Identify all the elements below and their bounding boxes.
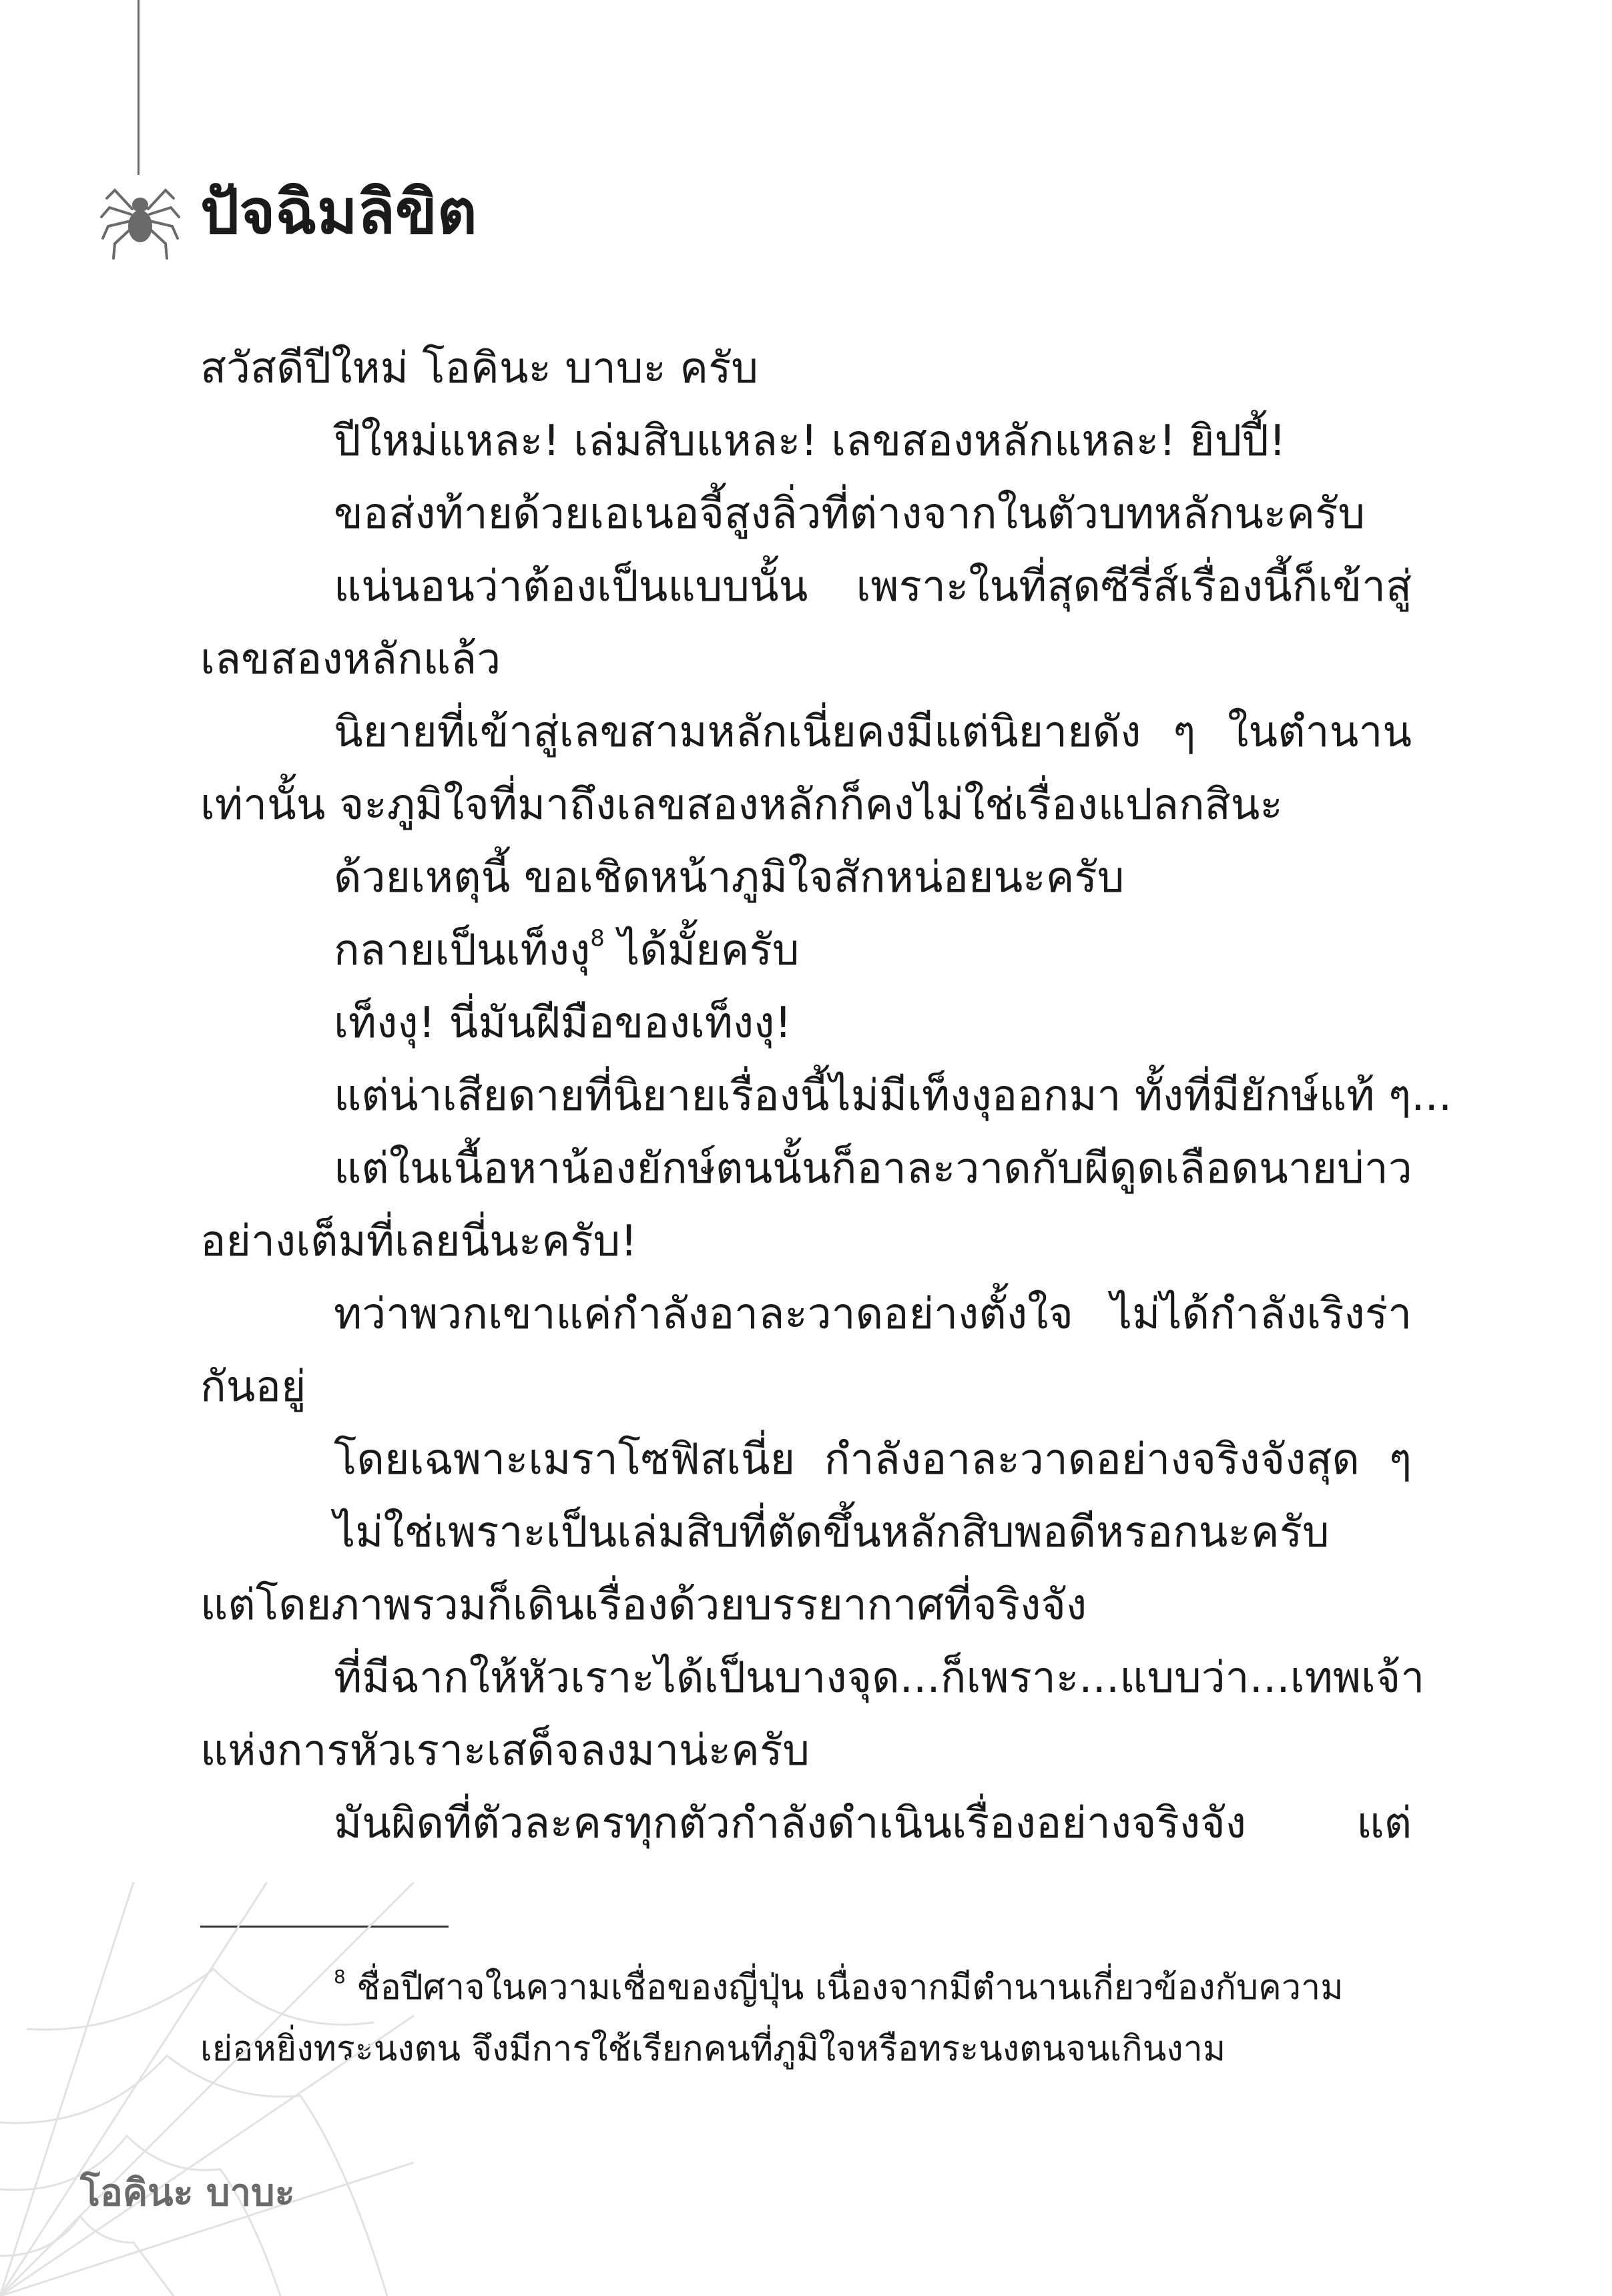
footnote-text: ชื่อปีศาจในความเชื่อของญี่ปุ่น เนื่องจากมีตำนานเกี่ยวข้องกับความ [345,1968,1344,2008]
footnote-text: เย่อหยิ่งทระนงตน จึงมีการใช้เรียกคนที่ภูมิใจหรือทระนงตนจนเกินงาม [200,2029,1226,2069]
body-line-text: เท็งงุ! นี่มันฝีมือของเท็งงุ! [334,998,792,1048]
body-line-text: มันผิดที่ตัวละครทุกตัวกำลังดำเนินเรื่องอย่างจริงจัง แต่ [334,1799,1412,1848]
body-line-text: สวัสดีปีใหม่ โอคินะ บาบะ ครับ [200,344,759,393]
body-line-text: เท่านั้น จะภูมิใจที่มาถึงเลขสองหลักก็คงไม่ใช่เรื่องแปลกสินะ [200,780,1283,830]
body-text [200,332,1452,1860]
body-line-text: เลขสองหลักแล้ว [200,635,501,684]
body-line [200,1424,1412,1496]
body-line [200,842,1412,914]
body-line-text: โดยเฉพาะเมราโซฟิสเนี่ย กำลังอาละวาดอย่างจริงจังสุด ๆ [334,1435,1412,1484]
body-line-text: อย่างเต็มที่เลยนี่นะครับ! [200,1217,637,1266]
body-line [200,478,1412,551]
body-line [200,914,1412,987]
body-line-text: ขอส่งท้ายด้วยเอเนอจี้สูงลิ่วที่ต่างจากในตัวบทหลักนะครับ [334,489,1365,539]
body-line [200,551,1412,623]
body-line [200,1569,1412,1642]
spider-web-icon [0,1882,414,2296]
body-line-text: แต่ในเนื้อหาน้องยักษ์ตนนั้นก็อาละวาดกับผีดูดเลือดนายบ่าว [334,1144,1412,1193]
body-line [200,1133,1412,1205]
spider-thread [138,0,140,175]
body-line-text: ทว่าพวกเขาแค่กำลังอาละวาดอย่างตั้งใจ ไม่ได้กำลังเริงร่า [334,1289,1412,1339]
body-line-text: นิยายที่เข้าสู่เลขสามหลักเนี่ยคงมีแต่นิยายดัง ๆ ในตำนาน [334,707,1412,757]
body-line-text: กลายเป็นเท็งงุ [334,926,591,975]
body-line-text: ด้วยเหตุนี้ ขอเชิดหน้าภูมิใจสักหน่อยนะครับ [334,853,1125,902]
body-line [200,332,1412,405]
footnote-number: 8 [334,1966,346,1988]
body-line [200,987,1412,1060]
body-line-text: ที่มีฉากให้หัวเราะได้เป็นบางจุด...ก็เพราะ...แบบว่า...เทพเจ้า [334,1653,1425,1703]
body-line [200,1060,1452,1133]
body-line [200,1351,1412,1424]
footnote-reference: 8 [590,925,605,952]
spider-icon [100,170,180,264]
body-line [200,1496,1412,1569]
body-line-text: ได้มั้ยครับ [604,926,800,975]
body-line-text: แต่โดยภาพรวมก็เดินเรื่องด้วยบรรยากาศที่จริงจัง [200,1581,1087,1630]
body-line [200,769,1412,842]
body-line [200,1278,1412,1351]
body-line [200,1715,1412,1787]
body-line-text: แน่นอนว่าต้องเป็นแบบนั้น เพราะในที่สุดซีรี่ส์เรื่องนี้ก็เข้าสู่ [334,562,1412,611]
body-line-text: แต่น่าเสียดายที่นิยายเรื่องนี้ไม่มีเท็งงุออกมา ทั้งที่มียักษ์แท้ ๆ... [334,1071,1452,1121]
page-title: ปัจฉิมลิขิต [200,176,477,248]
body-line [200,405,1412,478]
page-footer-author: โอคินะ บาบะ [80,2171,295,2215]
body-line-text: ไม่ใช่เพราะเป็นเล่มสิบที่ตัดขึ้นหลักสิบพอดีหรอกนะครับ [334,1508,1330,1557]
body-line-text: กันอยู่ [200,1362,306,1412]
body-line [200,1787,1412,1860]
body-line-text: แห่งการหัวเราะเสด็จลงมาน่ะครับ [200,1726,810,1775]
body-line [200,1642,1425,1715]
body-line [200,1205,1412,1278]
body-line [200,696,1412,769]
body-line [200,623,1412,696]
body-line-text: ปีใหม่แหละ! เล่มสิบแหละ! เลขสองหลักแหละ! ยิปปี้! [334,416,1286,466]
